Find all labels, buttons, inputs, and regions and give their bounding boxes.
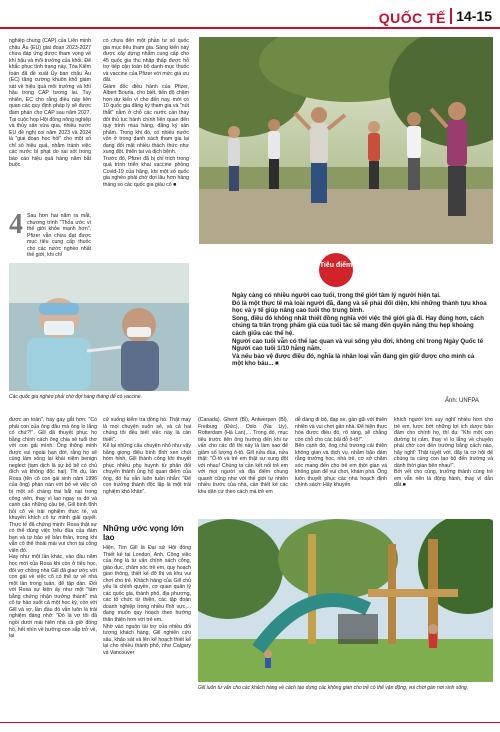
playground-caption: Gill luôn tư vấn cho các khách hàng về cách tạo dựng các không gian cho trẻ có thể vận động, vui chơi gần nơi sinh sống.: [198, 685, 469, 691]
article-col3-bottom: (Canada), Ghent (Bỉ), Antwerpen (Bỉ), Freiburg (Đức), Oslo (Na Uy), Rotterdam (Hà Lan),... Trong đó, mục tiêu trước tiên ông hướng đến khi tư vấn cho các đô thị này là làm sao để giảm số lượng ô-tô. Gill nửa đùa, nửa thật: "Ô-tô và trẻ em thật sự xung đột với nhau! Chúng ta cần kết nối trẻ em với mọi người và địa điểm chung quanh cũng như với thế giới tự nhiên nhiều trước của nhà, cần thiết kế các khu dân cư theo cách mà trẻ em: [198, 417, 288, 496]
header-rule: [0, 27, 500, 29]
photo-credit: Ảnh: UNFPA: [445, 398, 479, 404]
article-col5-bottom: khích người lớn suy nghĩ nhiều hơn cho trẻ em, lược bớt những lợi ích dược bảo đảm cho chính họ, thí dụ: "Khi một con đường bị cấm, thay vì lo lắng về chuyện phải chờ con đến trường bằng cách nào, hãy nghĩ: Thật tuyệt vời, đây là cơ hội để chúng ta cùng con tạo bộ đến trường và dành thời gian bên nhau!". Bởi vết cho cùng, trưởng thành cùng trẻ em vẫn nên là động hành, thay vì dẫn dắt.■: [394, 417, 493, 489]
article-col4-bottom: dễ dàng đi bộ, đạp xe, gần gũi với thiên nhiên và vui chơi gần nhà. Để hiện thực hóa được điều đó, rõ ràng, sẽ chẳng còn chỗ cho các bãi đỗ ô-tô!". Bên cạnh đó, ông chủ trương cải thiện không gian và dịch vụ, nhằm bảo đảm rằng trường học, nhà trẻ, cơ sở chăm sóc mang đến cho trẻ em thời gian và không gian để vui chơi, khám phá. Ông luôn thuyết phục các nhà hoạch định chính sách: Hãy khuyến: [295, 417, 387, 489]
vaccine-photo: [9, 263, 189, 391]
article-col1-top: nghiệp chung (CAP) của Liên minh châu Âu (EU) giai đoạn 2023-2027 chưa đáp ứng được tham vọng về khí hậu và môi trường của khối. Để khắc phục tình trạng này, Tòa Kiểm toán đã đề xuất Ủy ban châu Âu (EC) tăng cường khuôn khổ giám sát về hiệu quả môi trường và khí hậu trong CAP tương lai. Tuy nhiên, EC cho rằng điều này liên quan các quy định pháp lý sẽ được đàm phán cho CAP sau năm 2027. Tại cuộc họp Hội đồng nông nghiệp và thủy sản vừa qua, nhiều nước EU đề nghị coi năm 2023 và 2024 là "giai đoạn học hỏi" cho một số chỉ số hiệu quả, nhằm tránh việc các nước bị phạt do sai sót trong báo cáo hiệu quả hàng năm bắt buộc.: [9, 38, 91, 169]
article-col2-sub: Hiện, Tim Gill là Đại sứ Hội đồng Thiết kế tại London, Anh. Công việc của ông là tư vấn chính sách công, giáo dục, chăm sóc trẻ em, quy hoạch giao thông, thiết kế đô thị và khu vui chơi cho trẻ. Khách hàng của Gill chủ yếu là chính quyền, cơ quan quản lý các quốc gia, thành phố, địa phương, các tổ chức từ thiện, các tập đoàn doanh nghiệp trong nhiều lĩnh vực,... đang muốn quy hoạch theo hướng thân thiện hơn với trẻ em. Nhờ vào nguồn tài trợ của nhiều đối tượng khách hàng, Gill nghiên cứu sâu, khảo sát và lên kế hoạch thiết kế lại cho nhiều thành phố, như Calgary và Vancouver: [103, 545, 191, 656]
article-col2-bottom: cứ xuống kiểm tra đồng hồ. Thật may là mọi chuyện suôn sẻ, và cả hai chúng tôi đều biết việc này là cần thiết". Kể lại những câu chuyện nhỏ như vậy bằng giọng điệu bình tĩnh xen chút hóm hỉnh, Gill thành công khi thuyết phục nhiều phụ huynh từ phản đối chuyển thành ủng hộ quan điểm của ông, đó hu vẫn luôn tuân nhắn: "Để con trưởng thành độc lập là một trải nghiệm khó khăn".: [103, 417, 191, 496]
vaccine-caption: Các quốc gia nghèo phải chờ đợi hàng tháng để có vaccine.: [9, 394, 143, 400]
page-numbers: 14-15: [450, 8, 492, 24]
article-col2-top: có chưa đến một phần tư số quốc gia mục tiêu tham gia. Sáng kiến này được xây dựng nhằm cung cấp cho 45 quốc gia thu nhập thấp được hỗ trợ tiếp cận toàn bộ danh mục thuốc và vaccine của Pfizer với mức giá ưu đãi. Giám đốc điều hành của Pfizer, Albert Bourla, cho biết, tiến độ chậm hơn dự kiến vì cho đến nay, mới có 10 quốc gia đăng ký tham gia và "nút thắt" nằm ở chỗ các nước cần thay đổi thủ tục hành chính liên quan đến quy trình mua hàng, đăng ký sản phẩm. Trong khi đó, có nhiều nước vốn ở trong danh sách tham gia lại đang đối mặt nhiều thách thức như xung đột, thiên tai và dịch bệnh. Trước đó, Pfizer đã bị chỉ trích trong quá trình triển khai vaccine phòng Covid-19 của hãng, khi một số quốc gia nghèo phải chờ đợi lâu hơn hàng tháng so các quốc gia giàu có ■: [103, 38, 189, 189]
article-col1-drop: Sau hơn hai năm ra mắt, chương trình "Thỏa ước vì thế giới khỏe mạnh hơn", Pfizer vẫn chưa đạt được mục tiêu cung cấp thuốc cho các nước nghèo nhất thế giới, khi chỉ: [27, 213, 91, 259]
subheading: Những ước vọng lớn lao: [103, 524, 184, 542]
footer-rule: [0, 722, 500, 723]
playground-photo: [198, 519, 493, 682]
section-label: QUỐC TẾ: [378, 10, 446, 26]
drop-cap: 4: [9, 209, 23, 240]
article-col1-bottom: được an toàn", hay gay gắt hơn: "Có phải con của ông đâu mà ông lo lắng có chứ?!". Gill đã thuyết phục họ bằng chính cách ông chia sẻ tuổi thơ với con gái mình. Ông thông minh được vui ngoài hạn đời, rằng họ sẽ cùng làm sống lại khái niệm benign neglect (tạm dịch là sự bỏ bê có chủ đích và không độc hại). Thi dụ, lần Rosa (tên cô con gái sinh năm 1996 của ông) phàn nàn với bố về việc cô bị một số chàng trai bắt nạt trong công viên, thay vì lao ngay ra đó và canh cảo những cậu bé, Gill bình tĩnh hỏi cô về trải nghiệm thực tế, và khuyến khích cô tự mình giải quyết. Thực tế đã chứng minh: Rosa thật sự có thể dùng việc trêu đùa của đám bạn và tự bảo vệ bản thân, trong khi vẫn có thể thoải mái vui chơi tại công viên đó. Hay như một lần khác, vào đầu năm học mới của Rosa khi còn ở tiểu học, đôi vợ chồng nhà Gill đã giao ước với con gái về việc cô có thể tự về nhà một lần trong tuần, để tập dần. Đối với Rosa sự kiện ấy như một "tấm bằng chứng nhận trưởng thành" mà cô tự hào suốt cả một học kỳ, còn với Gill và vợ, lần đầu đó vẫn luôn là trải nghiệm đáng nhớ: "Đó là vợ tôi đã ngồi dưới mái hiên nhà cả giờ đồng hồ, hết nhìn về hướng con sắp trở về, lại: [9, 417, 97, 640]
fact-box-tag: Tiêu điểm: [319, 253, 353, 287]
fact-box-text: Ngày càng có nhiều người cao tuổi, trong thế giới tâm lý người hiện tại. Đó là một thực tế mà loài người đã, đang và sẽ phải đối diện, khi những thành tựu khoa học và y tế giúp nâng cao tuổi thọ trung bình. Song, điều đó không nhất thiết đồng nghĩa với việc thế giới già đi. Hay đúng hơn, cách chúng ta trân trọng phẩm giá của tuổi tác sẽ mang đến quyền năng thu hẹp khoảng cách giữa các thế hệ. Người cao tuổi vẫn có thể lạc quan và vui sống yêu đời, không chỉ trong Ngày Quốc tế Người cao tuổi 1/10 hằng năm. Và nếu bảo vệ được điều đó, nghĩa là nhân loại vẫn đang gìn giữ được cho mình cả một kho báu... ■: [232, 292, 487, 368]
elderly-exercise-photo: [199, 37, 493, 244]
